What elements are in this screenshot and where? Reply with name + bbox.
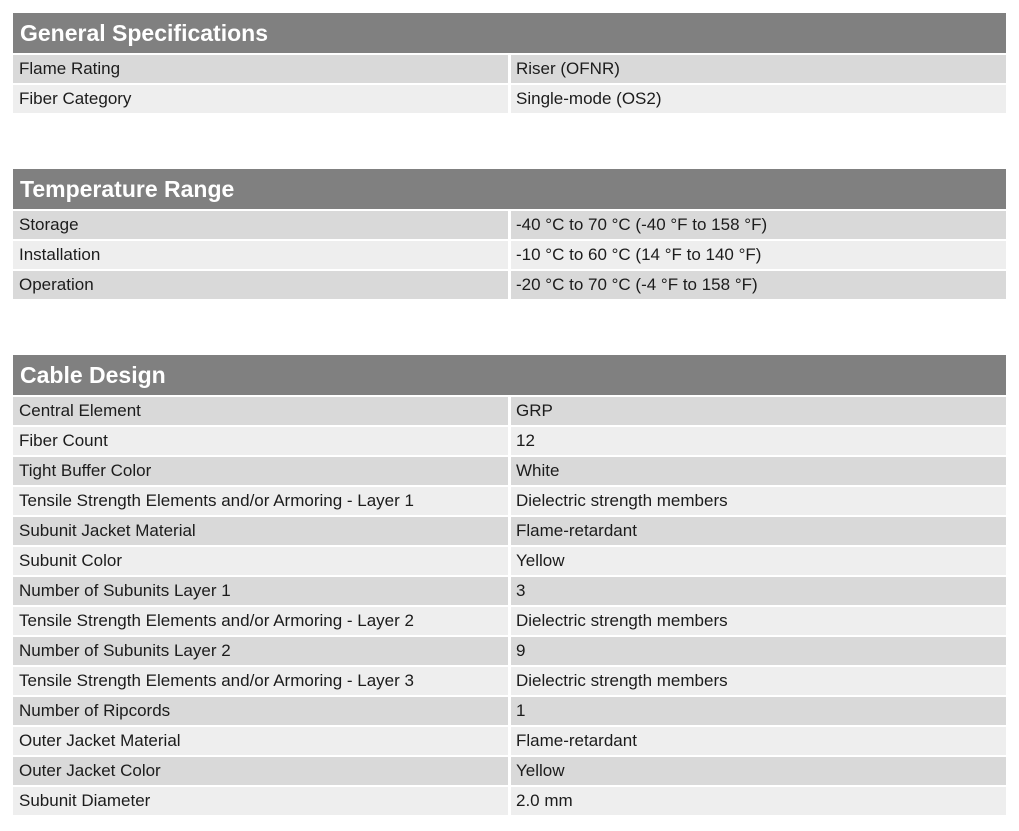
table-row: [13, 696, 1006, 726]
row-label: Number of Ripcords: [13, 696, 510, 726]
row-value: Riser (OFNR): [510, 54, 1007, 84]
row-label: Tight Buffer Color: [13, 456, 510, 486]
table-row: [13, 516, 1006, 546]
row-value: Flame-retardant: [510, 516, 1007, 546]
row-label: Flame Rating: [13, 54, 510, 84]
row-value: Yellow: [510, 756, 1007, 786]
row-value: -20 °C to 70 °C (-4 °F to 158 °F): [510, 270, 1007, 300]
table-row: [13, 240, 1006, 270]
table-row: [13, 84, 1006, 114]
row-label: Fiber Category: [13, 84, 510, 114]
row-label: Tensile Strength Elements and/or Armoring - Layer 2: [13, 606, 510, 636]
row-label: Fiber Count: [13, 426, 510, 456]
table-row: [13, 54, 1006, 84]
general-specifications-table: [13, 13, 1006, 115]
row-label: Outer Jacket Color: [13, 756, 510, 786]
row-label: Outer Jacket Material: [13, 726, 510, 756]
table-row: [13, 636, 1006, 666]
row-label: Central Element: [13, 396, 510, 426]
row-label: Storage: [13, 210, 510, 240]
table-row: [13, 726, 1006, 756]
table-row: [13, 756, 1006, 786]
row-label: Number of Subunits Layer 1: [13, 576, 510, 606]
table-row: [13, 606, 1006, 636]
row-value: Dielectric strength members: [510, 486, 1007, 516]
row-value: -40 °C to 70 °C (-40 °F to 158 °F): [510, 210, 1007, 240]
row-value: 3: [510, 576, 1007, 606]
row-value: 1: [510, 696, 1007, 726]
row-label: Operation: [13, 270, 510, 300]
row-value: -10 °C to 60 °C (14 °F to 140 °F): [510, 240, 1007, 270]
table-row: [13, 426, 1006, 456]
section-header: [13, 13, 1006, 54]
table-row: [13, 666, 1006, 696]
section-title: General Specifications: [13, 13, 1006, 54]
temperature-range-table: [13, 169, 1006, 301]
table-row: [13, 546, 1006, 576]
cable-design-table: [13, 355, 1006, 817]
row-value: Single-mode (OS2): [510, 84, 1007, 114]
section-header: [13, 169, 1006, 210]
row-label: Number of Subunits Layer 2: [13, 636, 510, 666]
row-value: 2.0 mm: [510, 786, 1007, 816]
row-label: Tensile Strength Elements and/or Armoring - Layer 3: [13, 666, 510, 696]
row-value: Dielectric strength members: [510, 606, 1007, 636]
row-value: 9: [510, 636, 1007, 666]
row-value: 12: [510, 426, 1007, 456]
table-row: [13, 486, 1006, 516]
table-row: [13, 456, 1006, 486]
section-header: [13, 355, 1006, 396]
row-label: Subunit Diameter: [13, 786, 510, 816]
row-value: Dielectric strength members: [510, 666, 1007, 696]
row-label: Subunit Color: [13, 546, 510, 576]
table-row: [13, 210, 1006, 240]
row-label: Tensile Strength Elements and/or Armoring - Layer 1: [13, 486, 510, 516]
table-row: [13, 576, 1006, 606]
table-row: [13, 270, 1006, 300]
row-value: GRP: [510, 396, 1007, 426]
row-label: Subunit Jacket Material: [13, 516, 510, 546]
table-row: [13, 786, 1006, 816]
section-title: Cable Design: [13, 355, 1006, 396]
row-value: Flame-retardant: [510, 726, 1007, 756]
section-title: Temperature Range: [13, 169, 1006, 210]
table-row: [13, 396, 1006, 426]
row-value: Yellow: [510, 546, 1007, 576]
row-label: Installation: [13, 240, 510, 270]
row-value: White: [510, 456, 1007, 486]
